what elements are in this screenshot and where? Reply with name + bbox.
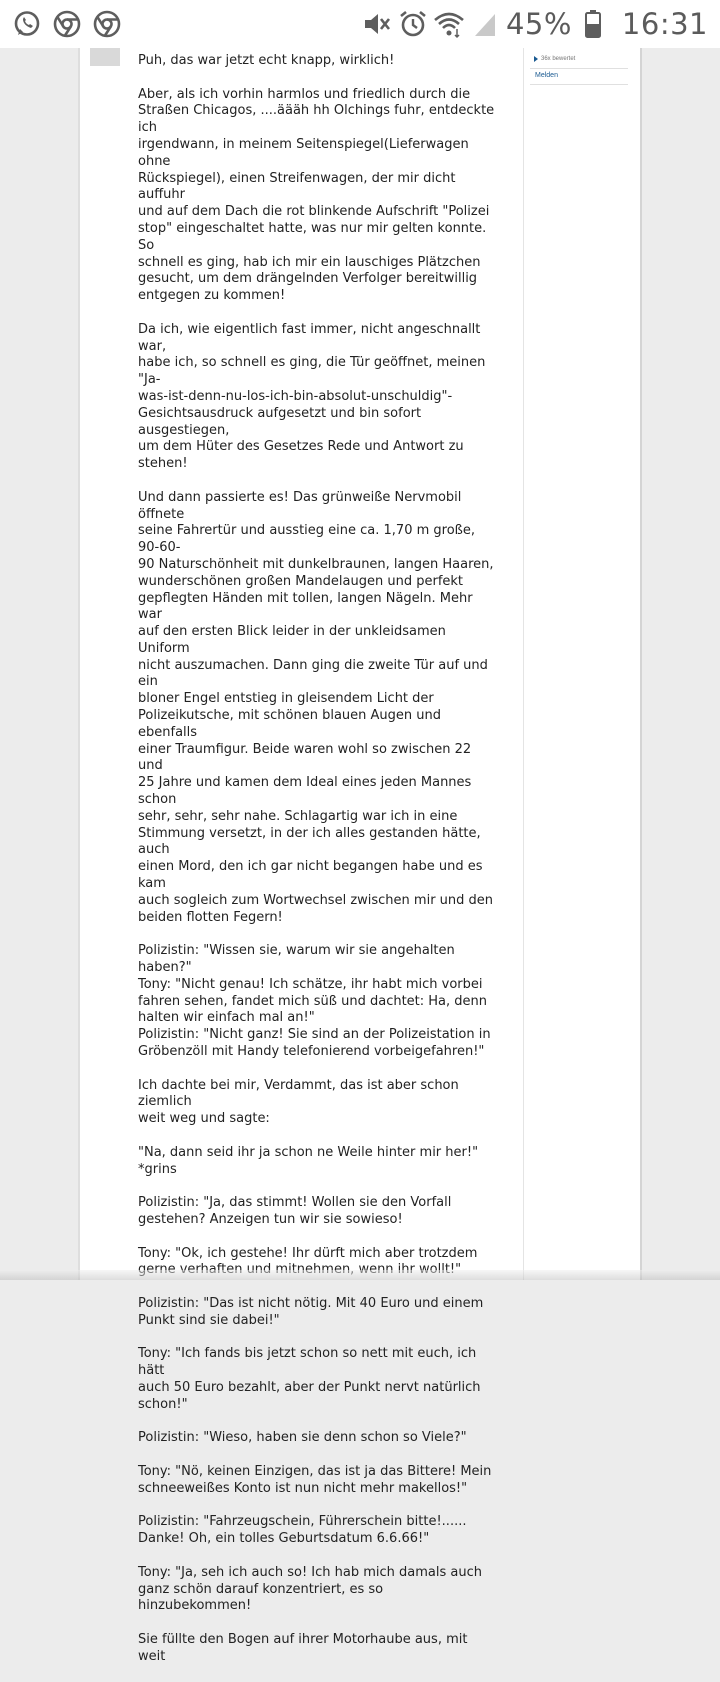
post-paragraph: Polizistin: "Fahrzeugschein, Führerschein bitte!...... Danke! Oh, ein tolles Geburtsdatum 6.6.66!" (138, 1514, 467, 1547)
bottom-edge (0, 1270, 720, 1280)
page-right-edge (640, 0, 642, 1280)
battery-icon (578, 9, 608, 39)
post-paragraph: Polizistin: "Ja, das stimmt! Wollen sie den Vorfall gestehen? Anzeigen tun wir sie sowieso! (138, 1195, 452, 1227)
post-paragraph: Tony: "Nö, keinen Einzigen, das ist ja das Bittere! Mein schneeweißes Konto ist nun nicht mehr makellos!" (138, 1463, 492, 1496)
status-bar (0, 0, 720, 48)
report-link[interactable]: Melden (535, 72, 558, 79)
chrome-icon (52, 9, 82, 39)
clock: 16:31 (621, 7, 708, 41)
divider (530, 68, 628, 69)
whatsapp-icon (12, 9, 42, 39)
post-paragraph: Tony: "Ja, seh ich auch so! Ich hab mich damals auch ganz schön darauf konzentriert, es so hinzubekommen! (138, 1564, 482, 1614)
battery-percentage: 45% (505, 7, 572, 41)
post-paragraph: "Na, dann seid ihr ja schon ne Weile hinter mir her!" *grins (138, 1144, 479, 1177)
rated-count: 36x bewertet (541, 56, 576, 62)
post-paragraph: Da ich, wie eigentlich fast immer, nicht angeschnallt war, habe ich, so schnell es ging, die Tür geöffnet, meinen "Ja- was-ist-denn-nu-los-ich-bin-absolut-unschuldig"- Gesichtsausdruck aufgesetzt und bin sofort ausgestiegen, um dem Hüter des Gesetzes Rede und Antwort zu stehen! (138, 321, 486, 472)
rating-info (534, 56, 575, 62)
post-body (138, 53, 498, 1682)
signal-icon (470, 9, 500, 39)
post-paragraph: Tony: "Ich fands bis jetzt schon so nett mit euch, ich hätt auch 50 Euro bezahlt, aber der Punkt nervt natürlich schon!" (138, 1346, 481, 1412)
alarm-icon (398, 9, 428, 39)
post-paragraph: Sie füllte den Bogen auf ihrer Motorhaube aus, mit weit (138, 1631, 468, 1664)
post-paragraph: Polizistin: "Das ist nicht nötig. Mit 40 Euro und einem Punkt sind sie dabei!" (138, 1295, 484, 1328)
post-paragraph: Polizistin: "Wissen sie, warum wir sie angehalten haben?" Tony: "Nicht genau! Ich schätze, ihr habt mich vorbei fahren sehen, fandet mich süß und dachtet: Ha, denn halten wir einfach mal an!" Polizistin: "Nicht ganz! Sie sind an der Polizeistation in Gröbenzöll mit Handy telefonierend vorbeigefahren!" (138, 943, 491, 1060)
chrome-icon (92, 9, 122, 39)
mute-icon (362, 9, 392, 39)
post-paragraph: Aber, als ich vorhin harmlos und friedlich durch die Straßen Chicagos, ....äääh hh Olchings fuhr, entdeckte ich irgendwann, in meinem Seitenspiegel(Lieferwagen ohne Rückspiegel), einen Streifenwagen, der mir dicht auffuhr und auf dem Dach die rot blinkende Aufschrift "Polizei stop" eingeschaltet hatte, was nur mir gelten konnte. So schnell es ging, hab ich mir ein lauschiges Plätzchen gesucht, um dem drängelnden Verfolger bereitwillig entgegen zu kommen! (138, 86, 495, 304)
post-paragraph: Und dann passierte es! Das grünweiße Nervmobil öffnete seine Fahrertür und ausstieg eine ca. 1,70 m große, 90-60- 90 Naturschönheit mit dunkelbraunen, langen Haaren, wunderschönen großen Mandelaugen und perfekt gepflegten Händen mit tollen, langen Nägeln. Mehr war auf den ersten Blick leider in der unkleidsamen Uniform nicht auszumachen. Dann ging die zweite Tür auf und ein bloner Engel entstieg in gleisendem Licht der Polizeikutsche, mit schönen blauen Augen und ebenfalls einer Traumfigur. Beide waren wohl so zwischen 22 und 25 Jahre und kamen dem Ideal eines jeden Mannes schon sehr, sehr, sehr nahe. Schlagartig war ich in eine Stimmung versetzt, in der ich alles gestanden hätte, auch einen Mord, den ich gar nicht begangen habe und es kam auch sogleich zum Wortwechsel zwischen mir und den beiden flotten Fegern! (138, 489, 494, 925)
triangle-right-icon (534, 56, 538, 62)
post-paragraph: Ich dachte bei mir, Verdammt, das ist aber schon ziemlich weit weg und sagte: (138, 1077, 459, 1127)
post-paragraph: Tony: "Ok, ich gestehe! Ihr dürft mich aber trotzdem (138, 1245, 478, 1261)
post-paragraph: Puh, das war jetzt echt knapp, wirklich! (138, 53, 395, 68)
post-paragraph: Polizistin: "Wieso, haben sie denn schon so Viele?" (138, 1430, 467, 1446)
divider (530, 84, 628, 85)
wifi-icon (434, 9, 464, 39)
post-sidebar (523, 48, 631, 1280)
